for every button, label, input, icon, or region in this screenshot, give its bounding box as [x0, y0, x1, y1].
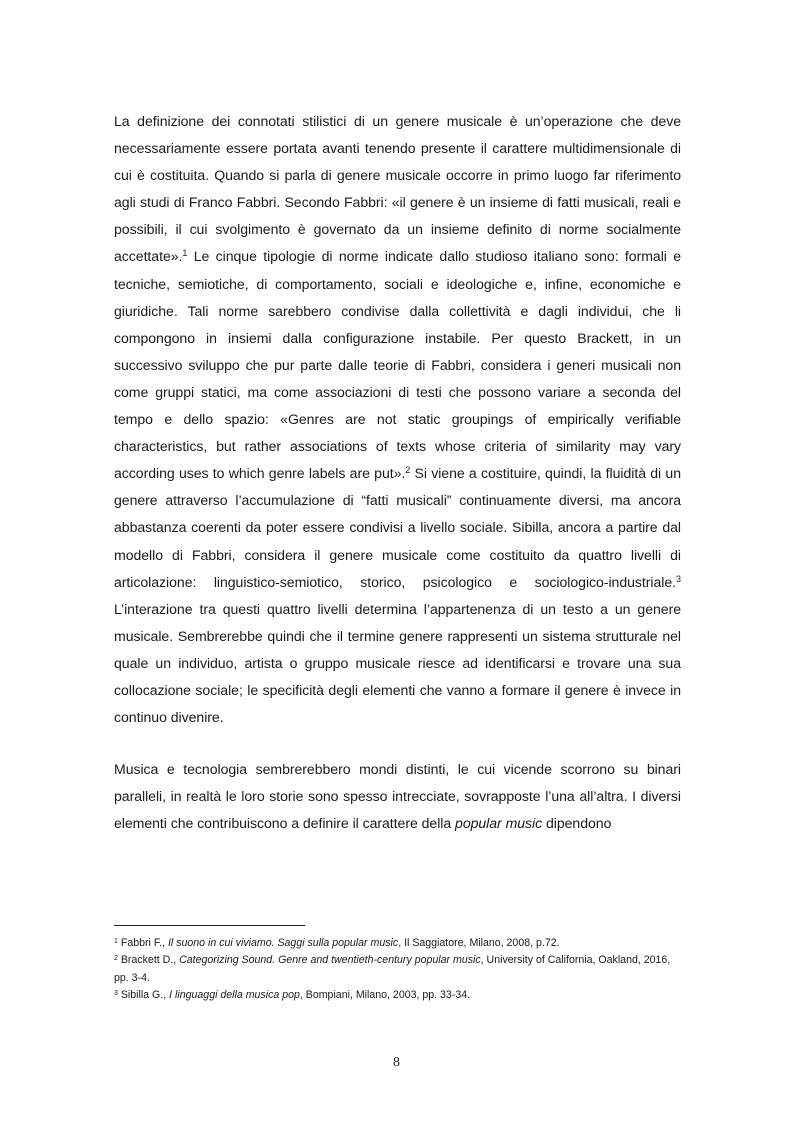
page-number: 8	[393, 1055, 400, 1070]
footnote-text: , Il Saggiatore, Milano, 2008, p.72.	[398, 937, 560, 949]
footnotes	[114, 935, 681, 1005]
paragraph-music-technology	[114, 756, 681, 837]
paragraph-text: Musica e tecnologia sembrerebbero mondi distinti, le cui vicende scorrono su binari paralleli, in realtà le loro storie sono spesso intrecciate, sovrapposte l’una all’altra. I diversi elementi che contribuiscono a definire il carattere della	[114, 761, 681, 832]
footnote-text: , Bompiani, Milano, 2003, pp. 33-34.	[299, 989, 471, 1002]
footnote-3	[114, 987, 681, 1004]
footnote-number: 2	[114, 955, 118, 963]
paragraph-genre-definition	[114, 108, 681, 731]
footnote-title: Categorizing Sound. Genre and twentieth-century popular music	[179, 954, 481, 967]
footnote-ref-1[interactable]: 1	[182, 248, 188, 259]
footnote-text: Brackett D.,	[117, 954, 180, 967]
footnote-ref-3[interactable]: 3	[676, 573, 681, 584]
footnote-title: Il suono in cui viviamo. Saggi sulla popular music	[167, 937, 399, 949]
footnote-separator	[114, 925, 305, 926]
footnote-text: Fabbri F.,	[117, 937, 168, 949]
footnote-number: 1	[114, 938, 118, 945]
footnote-2	[114, 952, 681, 987]
body-text	[114, 108, 681, 837]
footnote-1	[114, 935, 681, 952]
paragraph-emphasis: popular music	[455, 815, 543, 832]
footnote-text: Sibilla G.,	[117, 989, 170, 1002]
paragraph-text: Si viene a costituire, quindi, la fluidità di un genere attraverso l’accumulazione di “fatti musicali” continuamente diversi, ma ancora abbastanza coerenti da poter essere condivisi a livello sociale. Sibilla, ancora a partire dal modello di Fabbri, considera il genere musicale come costituito da quattro livelli di articolazione: linguistico-semiotico, storico, psicologico e sociologico-industriale.	[114, 465, 681, 590]
footnote-number: 3	[114, 990, 118, 998]
paragraph-text: Le cinque tipologie di norme indicate dallo studioso italiano sono: formali e tecniche, semiotiche, di comportamento, sociali e ideologiche e, infine, economiche e giuridiche. Tali norme sarebbero condivise dalla collettività e dagli individui, che li compongono in insiemi dalla configurazione instabile. Per questo Brackett, in un successivo sviluppo che pur parte dalle teorie di Fabbri, considera i generi musicali non come gruppi statici, ma come associazioni di testi che possono variare a seconda del tempo e dello spazio: «Genres are not static groupings of empirically verifiable characteristics, but rather associations of texts whose criteria of similarity may vary according uses to which genre labels are put».	[114, 248, 681, 482]
paragraph-text: La definizione dei connotati stilistici di un genere musicale è un’operazione che deve necessariamente essere portata avanti tenendo presente il carattere multidimensionale di cui è costituita. Quando si parla di genere musicale occorre in primo luogo far riferimento agli studi di Franco Fabbri. Secondo Fabbri: «il genere è un insieme di fatti musicali, reali e possibili, il cui svolgimento è governato da un insieme definito di norme socialmente accettate».	[114, 113, 681, 265]
footnote-ref-2[interactable]: 2	[405, 465, 411, 476]
paragraph-text: L’interazione tra questi quattro livelli determina l’appartenenza di un testo a un genere musicale. Sembrerebbe quindi che il termine genere rappresenti un sistema strutturale nel quale un individuo, artista o gruppo musicale riesce ad identificarsi e trovare una sua collocazione sociale; le specificità degli elementi che vanno a formare il genere è invece in continuo divenire.	[114, 600, 681, 726]
paragraph-text: dipendono	[542, 815, 612, 832]
footnote-text: , University of California, Oakland, 2016, pp. 3-4.	[114, 954, 671, 984]
footnote-title: I linguaggi della musica pop	[169, 989, 300, 1002]
